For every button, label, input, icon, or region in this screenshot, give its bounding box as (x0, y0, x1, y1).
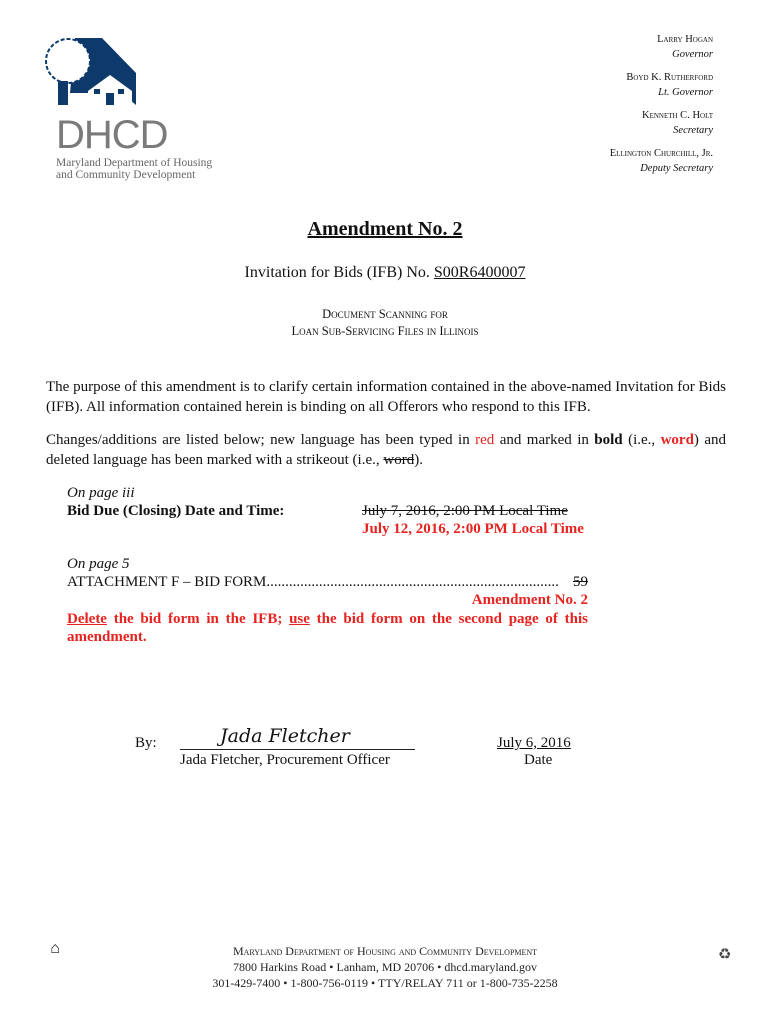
change2-label: ATTACHMENT F – BID FORM (67, 574, 267, 590)
ifb-number: S00R6400007 (433, 264, 526, 281)
official-title: Governor (672, 49, 713, 60)
text: the bid form in the IFB; (106, 611, 290, 627)
officials-list (610, 32, 713, 184)
subtitle-line1: Document Scanning for (322, 307, 448, 321)
change1-label: Bid Due (Closing) Date and Time: (67, 503, 285, 519)
signature-date: July 6, 2016 (497, 735, 571, 751)
ifb-prefix: Invitation for Bids (IFB) No. (244, 264, 434, 281)
date-label: Date (524, 752, 553, 768)
change2-toc-line (67, 574, 588, 591)
text: word (660, 432, 694, 448)
purpose-paragraph: The purpose of this amendment is to clarify certain information contained in the above-named Invitation for Bids (IFB). All information contained herein is binding on all Offerors who respond to this IFB. (46, 379, 726, 415)
change1-page: On page iii (67, 485, 135, 501)
official-title: Secretary (673, 125, 713, 136)
footer-org: Maryland Department of Housing and Community Development (232, 944, 538, 958)
house-tree-icon (40, 33, 150, 123)
recycle-icon: ♻ (718, 947, 732, 963)
subtitle-line2: Loan Sub-Servicing Files in Illinois (291, 324, 479, 338)
signature-line (180, 725, 415, 750)
text: red (475, 432, 495, 448)
text: (i.e., (622, 432, 661, 448)
logo-line2: and Community Development (56, 169, 196, 181)
page-title: Amendment No. 2 (307, 218, 463, 240)
footer-phones: 301-429-7400 • 1-800-756-0119 • TTY/RELAY 711 or 1-800-735-2258 (212, 976, 558, 990)
subtitle (0, 306, 770, 340)
change1-new-value: July 12, 2016, 2:00 PM Local Time (362, 521, 584, 537)
equal-housing-icon: ⌂ (50, 940, 60, 957)
dhcd-logo (40, 33, 240, 183)
text: ). (414, 452, 423, 468)
change2-page: On page 5 (67, 556, 130, 572)
footer-address: 7800 Harkins Road • Lanham, MD 20706 • dhcd.maryland.gov (232, 960, 538, 974)
text: the bid form on the second page of this amendment. (67, 611, 588, 645)
footer (0, 943, 770, 991)
text: use (289, 611, 310, 627)
signer-name: Jada Fletcher, Procurement Officer (180, 752, 390, 768)
official-name: Kenneth C. Holt (641, 110, 713, 121)
text: Delete (67, 611, 107, 627)
text: and marked in (494, 432, 595, 448)
text: ) and deleted language has been marked with a strikeout (i.e., (46, 432, 726, 468)
change2-note (67, 610, 588, 646)
logo-acronym: DHCD (56, 113, 168, 157)
text: bold (594, 432, 623, 448)
official-name: Ellington Churchill, Jr. (609, 148, 713, 159)
official-name: Larry Hogan (657, 34, 713, 45)
text: Changes/additions are listed below; new language has been typed in (46, 432, 476, 448)
toc-leader: .............................................................................. (266, 574, 559, 590)
change2-old-page: 59 (573, 574, 588, 590)
change2-new-page: Amendment No. 2 (471, 592, 588, 608)
logo-line1: Maryland Department of Housing (56, 157, 213, 169)
signature-image: Jada Fletcher (220, 725, 350, 747)
ifb-line (0, 264, 770, 282)
changes-paragraph (46, 430, 726, 470)
by-label: By: (135, 735, 157, 751)
official-title: Deputy Secretary (640, 163, 713, 174)
official-title: Lt. Governor (658, 87, 713, 98)
text: word (383, 452, 415, 468)
official-name: Boyd K. Rutherford (626, 72, 713, 83)
change1-old-value: July 7, 2016, 2:00 PM Local Time (362, 503, 568, 519)
